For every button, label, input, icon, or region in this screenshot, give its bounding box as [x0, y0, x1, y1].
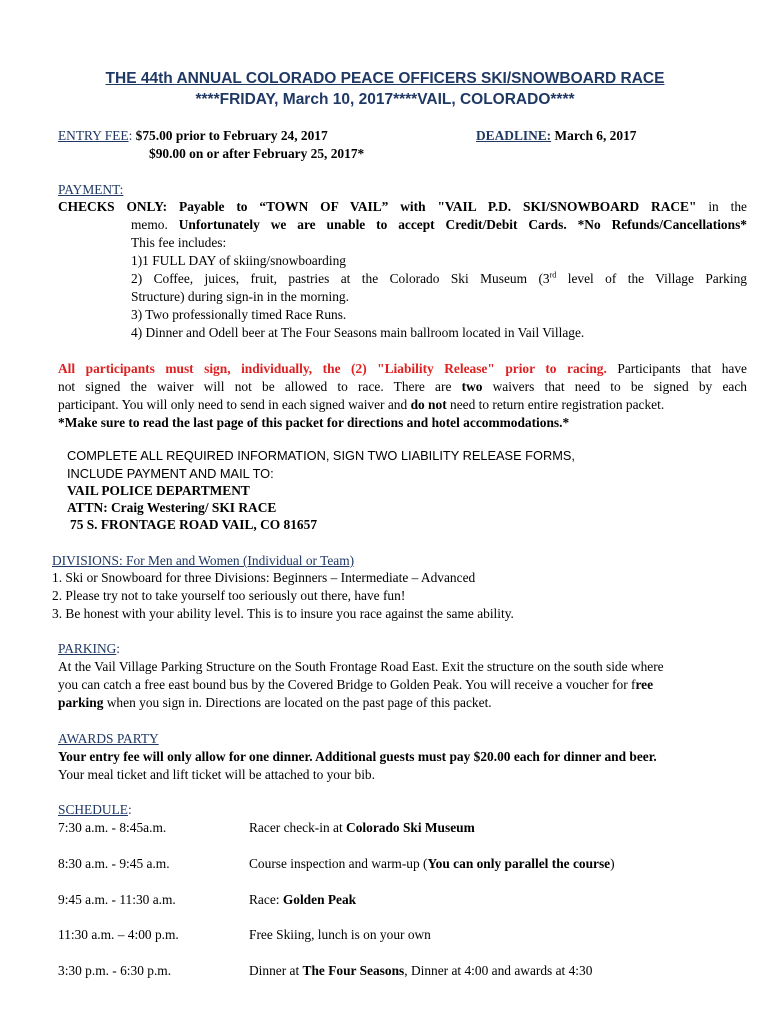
event-date-line: ****FRIDAY, March 10, 2017****VAIL, COLORADO****: [195, 91, 575, 108]
payment-item-2-cont: Structure) during sign-in in the morning.: [131, 289, 349, 304]
payment-item2-b: level of the Village Parking: [567, 271, 747, 286]
document-title: THE 44th ANNUAL COLORADO PEACE OFFICERS SKI/SNOWBOARD RACE: [105, 70, 665, 87]
payment-item-3: 3) Two professionally timed Race Runs.: [131, 307, 347, 322]
waiver-line3-a: participant. You will only need to send in each signed waiver and: [58, 397, 408, 412]
waiver-line3-b: need to return entire registration packet.: [450, 397, 665, 412]
payment-item-2: [131, 270, 747, 288]
deadline-line: [476, 127, 636, 144]
payment-checks-only: CHECKS ONLY: Payable to “TOWN OF VAIL” with "VAIL P.D. SKI/SNOWBOARD RACE": [58, 199, 697, 214]
payment-memo: memo.: [131, 217, 168, 232]
waiver-do-not: do not: [410, 397, 447, 412]
divisions-heading: DIVISIONS: For Men and Women (Individual or Team): [52, 553, 355, 568]
schedule-time: 3:30 p.m. - 6:30 p.m.: [58, 963, 172, 978]
schedule-row: [0, 962, 770, 979]
mail-instructions-2: INCLUDE PAYMENT AND MAIL TO:: [67, 466, 274, 481]
schedule-time: 8:30 a.m. - 9:45 a.m.: [58, 856, 170, 871]
parking-line2-a: you can catch a free east bound bus by the Covered Bridge to Golden Peak. You will receive a voucher for f: [58, 677, 636, 692]
payment-line1-tail: in the: [708, 199, 747, 214]
payment-line-2: [131, 216, 747, 234]
awards-line-1: Your entry fee will only allow for one dinner. Additional guests must pay $20.00 each for dinner and beer.: [58, 749, 657, 764]
mail-attn: ATTN: Craig Westering/ SKI RACE: [67, 500, 277, 515]
entry-fee-early: $75.00 prior to February 24, 2017: [135, 128, 328, 143]
parking-line-3: [58, 694, 492, 711]
waiver-line-1: [58, 360, 747, 378]
waiver-line2-b: waivers that need to be signed by each: [492, 379, 747, 394]
waiver-line-4: *Make sure to read the last page of this packet for directions and hotel accommodations.*: [58, 415, 570, 430]
entry-fee-line: [58, 127, 328, 144]
divisions-item-2: 2. Please try not to take yourself too seriously out there, have fun!: [52, 588, 406, 603]
payment-no-cards: Unfortunately we are unable to accept Credit/Debit Cards. *No Refunds/Cancellations*: [178, 217, 747, 232]
mail-instructions-1: COMPLETE ALL REQUIRED INFORMATION, SIGN TWO LIABILITY RELEASE FORMS,: [67, 448, 575, 463]
schedule-heading-label: SCHEDULE: [58, 802, 128, 817]
schedule-activity: Racer check-in at Colorado Ski Museum: [249, 820, 475, 835]
schedule-row: [0, 855, 770, 872]
parking-line-2: [58, 676, 653, 693]
parking-heading-colon: :: [116, 641, 121, 656]
schedule-time: 9:45 a.m. - 11:30 a.m.: [58, 892, 176, 907]
schedule-activity: Race: Golden Peak: [249, 892, 357, 907]
schedule-activity: Free Skiing, lunch is on your own: [249, 927, 431, 942]
deadline-value: March 6, 2017: [554, 128, 637, 143]
payment-item-1: 1)1 FULL DAY of skiing/snowboarding: [131, 253, 346, 268]
payment-heading: PAYMENT:: [58, 182, 124, 197]
parking-line3-b: when you sign in. Directions are located on the past page of this packet.: [106, 695, 492, 710]
payment-item2-sup: rd: [549, 270, 557, 280]
schedule-time: 7:30 a.m. - 8:45a.m.: [58, 820, 167, 835]
waiver-line-3: [58, 396, 664, 413]
divisions-item-3: 3. Be honest with your ability level. This is to insure you race against the same ability.: [52, 606, 514, 621]
schedule-row: [0, 926, 770, 943]
entry-fee-late: $90.00 on or after February 25, 2017*: [149, 146, 365, 161]
payment-line-1: [58, 198, 747, 216]
payment-item2-a: 2) Coffee, juices, fruit, pastries at the Colorado Ski Museum (3: [131, 271, 550, 286]
entry-fee-colon: :: [128, 128, 133, 143]
schedule-activity: Dinner at The Four Seasons, Dinner at 4:00 and awards at 4:30: [249, 963, 593, 978]
waiver-warning-dot: .: [603, 361, 607, 376]
schedule-heading: [58, 801, 132, 818]
parking-line3-bold: parking: [58, 695, 104, 710]
waiver-line-2: [58, 378, 747, 396]
divisions-item-1: 1. Ski or Snowboard for three Divisions: Beginners – Intermediate – Advanced: [52, 570, 476, 585]
schedule-heading-colon: :: [127, 802, 132, 817]
waiver-line2-a: not signed the waiver will not be allowed to race. There are: [58, 379, 452, 394]
awards-line-2: Your meal ticket and lift ticket will be attached to your bib.: [58, 767, 375, 782]
parking-heading: [58, 640, 120, 657]
mail-recipient: VAIL POLICE DEPARTMENT: [67, 483, 250, 498]
parking-line2-bold: ree: [635, 677, 654, 692]
parking-line-1: At the Vail Village Parking Structure on the South Frontage Road East. Exit the structure on the south side where: [58, 659, 664, 674]
waiver-line1-tail: Participants that have: [617, 361, 747, 376]
waiver-two: two: [461, 379, 483, 394]
schedule-row: [0, 891, 770, 908]
waiver-warning: All participants must sign, individually, the (2) "Liability Release" prior to racing: [58, 361, 604, 376]
schedule-activity: Course inspection and warm-up (You can only parallel the course): [249, 856, 615, 871]
parking-heading-label: PARKING: [58, 641, 117, 656]
schedule-row: [0, 819, 770, 836]
payment-includes: This fee includes:: [131, 235, 227, 250]
entry-fee-label: ENTRY FEE: [58, 128, 129, 143]
deadline-label: DEADLINE:: [476, 128, 552, 143]
payment-item-4: 4) Dinner and Odell beer at The Four Seasons main ballroom located in Vail Village.: [131, 325, 585, 340]
schedule-time: 11:30 a.m. – 4:00 p.m.: [58, 927, 179, 942]
awards-heading: AWARDS PARTY: [58, 731, 159, 746]
mail-address: 75 S. FRONTAGE ROAD VAIL, CO 81657: [70, 517, 318, 532]
